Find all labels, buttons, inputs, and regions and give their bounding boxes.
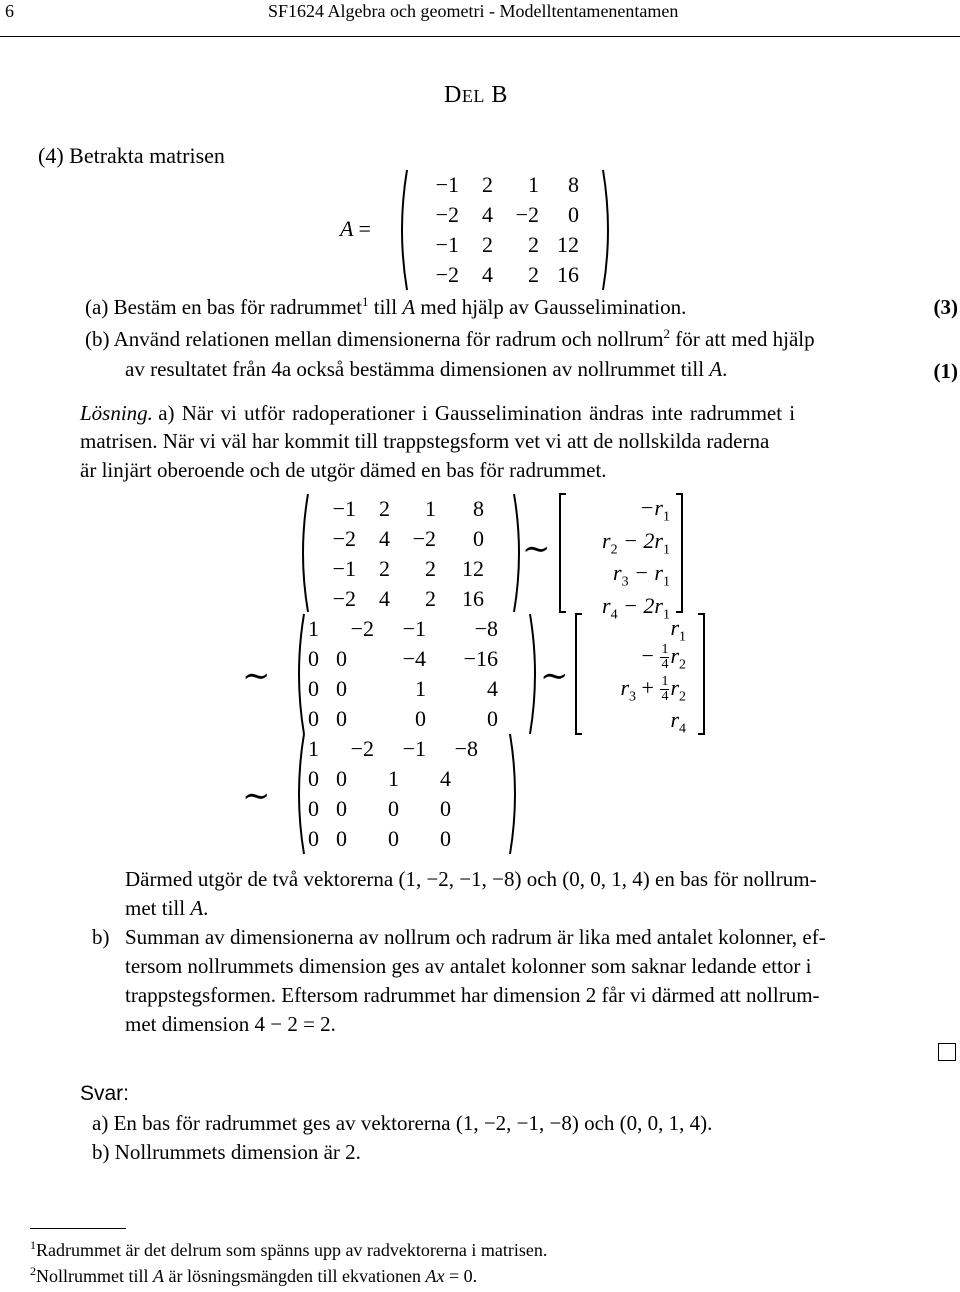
matrix-cell: 2	[425, 585, 436, 611]
answer-a: a) En bas för radrummet ges av vektorerna (1, −2, −1, −8) och (0, 0, 1, 4).	[92, 1111, 713, 1135]
tilde-equivalence: ∼	[242, 658, 271, 695]
matrix-cell: 2	[482, 231, 493, 257]
fraction-denominator: 4	[661, 689, 669, 705]
op-sub: 1	[679, 629, 686, 645]
solution-b-label: b)	[92, 925, 110, 949]
matrix-cell: −8	[454, 735, 478, 761]
part-b-points: (1)	[933, 359, 958, 383]
matrix-cell: 0	[487, 705, 498, 731]
problem-intro-text: Betrakta matrisen	[69, 143, 225, 168]
matrix-a-label	[340, 215, 371, 244]
op-var: −r	[639, 495, 663, 520]
matrix-cell: −16	[463, 645, 498, 671]
matrix-cell: 0	[440, 795, 451, 821]
conclusion-line2	[125, 895, 960, 922]
section-title-smallcaps: EL	[461, 86, 485, 106]
part-b-text-after: för att med hjälp	[670, 327, 815, 351]
matrix-cell: 4	[482, 201, 493, 227]
matrix-row	[308, 614, 498, 644]
footnote-text: Radrummet är det delrum som spänns upp av radvektorerna i matrisen.	[36, 1240, 548, 1260]
op-term: − 2r	[617, 527, 663, 553]
op-row	[602, 559, 670, 592]
op-sub: 2	[610, 541, 618, 557]
matrix-row	[314, 524, 484, 554]
row-operations-2	[574, 612, 706, 736]
solution-matrix-3	[292, 732, 522, 856]
matrix-cell: 2	[425, 555, 436, 581]
op-sign: −	[641, 643, 654, 668]
op-plus: +	[636, 675, 660, 700]
right-paren	[508, 732, 522, 856]
matrix-cell: −4	[402, 645, 426, 671]
matrix-cell: −2	[350, 735, 374, 761]
matrix-cell: 0	[415, 705, 426, 731]
matrix-cell: 16	[557, 261, 579, 287]
matrix-row	[308, 824, 478, 854]
matrix-cell: 0	[388, 825, 399, 851]
matrix-cell: 12	[557, 231, 579, 257]
matrix-cell: −2	[412, 525, 436, 551]
section-title-letter: B	[491, 82, 508, 108]
matrix-cell: 0	[336, 795, 347, 821]
op-term: − 2r	[617, 592, 663, 618]
header-divider	[0, 36, 960, 37]
footnote-text: = 0.	[444, 1266, 478, 1286]
footnote-number: 2	[30, 1264, 36, 1278]
matrix-row	[413, 200, 579, 230]
matrix-cell: 0	[568, 201, 579, 227]
conclusion-line1: Därmed utgör de två vektorerna (1, −2, −1, −8) och (0, 0, 1, 4) en bas för nollrum-	[125, 867, 817, 891]
op-row	[670, 706, 686, 736]
running-header: SF1624 Algebra och geometri - Modelltentamenentamen	[268, 1, 679, 21]
solution-b-line2: tersom nollrummets dimension ges av antalet kolonner som saknar ledande ettor i	[125, 954, 812, 978]
row-operations-1-grid	[602, 494, 670, 624]
footnote-divider	[30, 1228, 126, 1229]
var-a: A	[402, 295, 416, 319]
footnote-1	[30, 1238, 547, 1262]
matrix-cell: 0	[308, 675, 319, 701]
matrix-cell: 0	[308, 765, 319, 791]
matrix-cell: −1	[435, 171, 459, 197]
fraction	[660, 643, 669, 672]
footnote-text: är lösningsmängden till ekvationen	[164, 1266, 426, 1286]
left-paren	[296, 492, 310, 614]
page-number: 6	[5, 1, 14, 21]
op-term: − r	[628, 560, 663, 586]
op-row	[620, 674, 686, 704]
op-var: r	[602, 527, 611, 553]
solution-matrix-1	[296, 492, 526, 614]
qed-box-icon	[938, 1043, 956, 1061]
matrix-cell: 4	[379, 585, 390, 611]
matrix-cell: −2	[435, 261, 459, 287]
solution-matrix-2-grid	[308, 614, 498, 734]
solution-label: Lösning.	[80, 401, 153, 425]
matrix-row	[314, 494, 484, 524]
matrix-cell: 1	[415, 675, 426, 701]
part-b-label: (b)	[85, 327, 110, 351]
matrix-cell: 4	[482, 261, 493, 287]
part-a	[85, 294, 686, 321]
matrix-cell: 1	[528, 171, 539, 197]
solution-line3: är linjärt oberoende och de utgör dämed en bas för radrummet.	[80, 458, 607, 482]
matrix-cell: 4	[440, 765, 451, 791]
matrix-cell: 0	[336, 645, 347, 671]
conclusion-text: met till	[125, 896, 191, 920]
solution-line2: matrisen. När vi väl har kommit till trappstegsform vet vi att de nollskilda raderna	[80, 429, 770, 453]
matrix-cell: 0	[308, 825, 319, 851]
op-sub: 3	[621, 574, 629, 590]
matrix-cell: −1	[332, 555, 356, 581]
tilde-equivalence: ∼	[522, 531, 551, 568]
footnote-ref-1: 1	[361, 294, 369, 309]
matrix-row	[314, 584, 484, 614]
matrix-row	[308, 674, 498, 704]
op-var: r	[670, 615, 679, 640]
matrix-cell: 2	[528, 231, 539, 257]
matrix-a	[395, 168, 615, 292]
matrix-a-grid	[413, 170, 579, 290]
left-paren	[292, 732, 306, 856]
left-bracket	[574, 612, 584, 736]
problem-number: (4)	[38, 143, 64, 168]
matrix-cell: −2	[332, 585, 356, 611]
fraction-numerator: 1	[661, 674, 669, 690]
matrix-cell: 0	[336, 825, 347, 851]
op-sub: 4	[679, 721, 686, 737]
matrix-cell: 0	[388, 795, 399, 821]
solution-matrix-2	[292, 612, 542, 736]
part-b-text: Använd relationen mellan dimensionerna för radrum och nollrum	[113, 327, 664, 351]
matrix-row	[413, 230, 579, 260]
part-a-text-after: till	[368, 295, 403, 319]
matrix-cell: 0	[336, 705, 347, 731]
op-var: r	[620, 675, 630, 700]
matrix-row	[413, 170, 579, 200]
matrix-cell: 0	[440, 825, 451, 851]
var-a: A	[190, 896, 204, 920]
conclusion-end: .	[203, 896, 209, 920]
solution-b-line3: trappstegsformen. Eftersom radrummet har dimension 2 får vi därmed att nollrum-	[125, 983, 820, 1007]
matrix-cell: 8	[568, 171, 579, 197]
matrix-row	[308, 794, 478, 824]
matrix-row	[308, 734, 478, 764]
row-operations-1	[558, 492, 684, 623]
matrix-cell: 0	[336, 765, 347, 791]
matrix-cell: −2	[515, 201, 539, 227]
solution-text-1: a) När vi utför radoperationer i Gausselimination ändras inte radrummet i	[158, 401, 796, 425]
matrix-cell: 4	[379, 525, 390, 551]
part-b-line1	[85, 326, 815, 353]
left-paren	[395, 168, 409, 292]
right-bracket	[696, 612, 706, 736]
matrix-cell: 2	[528, 261, 539, 287]
fraction-denominator: 4	[661, 657, 669, 673]
matrix-cell: 1	[308, 615, 319, 641]
part-b-line2-text: av resultatet från 4a också bestämma dimensionen av nollrummet till	[125, 357, 710, 381]
op-var: r	[670, 707, 679, 732]
part-b-line2-end: .	[722, 357, 728, 381]
matrix-row	[308, 644, 498, 674]
op-sub: 2	[679, 689, 686, 705]
matrix-cell: 1	[425, 495, 436, 521]
answer-label: Svar:	[80, 1082, 130, 1105]
right-paren	[601, 168, 615, 292]
op-row	[670, 614, 686, 644]
part-a-text-end: med hjälp av Gausselimination.	[415, 295, 687, 319]
matrix-name: A	[340, 216, 354, 241]
var-a: A	[153, 1266, 164, 1286]
footnote-number: 1	[30, 1238, 36, 1252]
matrix-cell: 1	[388, 765, 399, 791]
left-bracket	[558, 492, 568, 614]
fraction	[660, 675, 669, 704]
op-row	[602, 494, 670, 527]
matrix-row	[413, 260, 579, 290]
matrix-cell: 2	[482, 171, 493, 197]
matrix-cell: 0	[308, 705, 319, 731]
op-sub: 1	[663, 541, 670, 557]
footnote-text: Nollrummet till	[36, 1266, 153, 1286]
left-paren	[292, 612, 306, 736]
footnote-2	[30, 1264, 477, 1288]
matrix-cell: −1	[402, 735, 426, 761]
matrix-cell: −2	[350, 615, 374, 641]
problem-intro	[38, 142, 225, 171]
equals-sign: =	[358, 216, 371, 241]
var-ax: Ax	[425, 1266, 445, 1286]
fraction-numerator: 1	[661, 642, 669, 658]
solution-matrix-1-grid	[314, 494, 484, 614]
matrix-cell: 0	[336, 675, 347, 701]
matrix-cell: −1	[402, 615, 426, 641]
op-row	[642, 642, 686, 672]
matrix-cell: 0	[473, 525, 484, 551]
part-a-label: (a)	[85, 295, 109, 319]
solution-b-line1: Summan av dimensionerna av nollrum och radrum är lika med antalet kolonner, ef-	[125, 925, 826, 949]
op-var: r	[602, 592, 611, 618]
matrix-cell: 4	[487, 675, 498, 701]
op-var: r	[613, 560, 622, 586]
matrix-cell: 0	[308, 645, 319, 671]
matrix-cell: −2	[332, 525, 356, 551]
matrix-cell: −1	[435, 231, 459, 257]
matrix-cell: −2	[435, 201, 459, 227]
matrix-cell: −8	[474, 615, 498, 641]
op-var: r	[670, 643, 679, 668]
op-sub: 4	[610, 607, 618, 623]
op-sub: 3	[629, 689, 637, 705]
op-sub: 2	[679, 657, 686, 673]
var-a: A	[709, 357, 723, 381]
section-title	[444, 80, 508, 111]
matrix-cell: −1	[332, 495, 356, 521]
tilde-equivalence: ∼	[540, 658, 569, 695]
op-row	[602, 527, 670, 560]
footnote-ref-2: 2	[663, 326, 671, 341]
right-bracket	[674, 492, 684, 614]
part-a-points: (3)	[933, 295, 958, 319]
answer-b: b) Nollrummets dimension är 2.	[92, 1140, 361, 1164]
matrix-row	[308, 704, 498, 734]
matrix-row	[308, 764, 478, 794]
part-b-line2	[125, 356, 727, 383]
solution-line1	[80, 400, 960, 427]
matrix-cell: 12	[462, 555, 484, 581]
matrix-cell: 2	[379, 495, 390, 521]
matrix-cell: 2	[379, 555, 390, 581]
matrix-cell: 1	[308, 735, 319, 761]
part-a-text: Bestäm en bas för radrummet	[113, 295, 362, 319]
section-title-initial: D	[444, 82, 462, 108]
matrix-cell: 16	[462, 585, 484, 611]
op-sub: 1	[663, 509, 670, 525]
op-sub: 1	[663, 574, 670, 590]
solution-matrix-3-grid	[308, 734, 478, 854]
op-sub: 1	[663, 607, 670, 623]
tilde-equivalence: ∼	[242, 778, 271, 815]
solution-b-line4: met dimension 4 − 2 = 2.	[125, 1012, 336, 1036]
op-var: r	[670, 675, 679, 700]
matrix-cell: 0	[308, 795, 319, 821]
matrix-cell: 8	[473, 495, 484, 521]
matrix-row	[314, 554, 484, 584]
